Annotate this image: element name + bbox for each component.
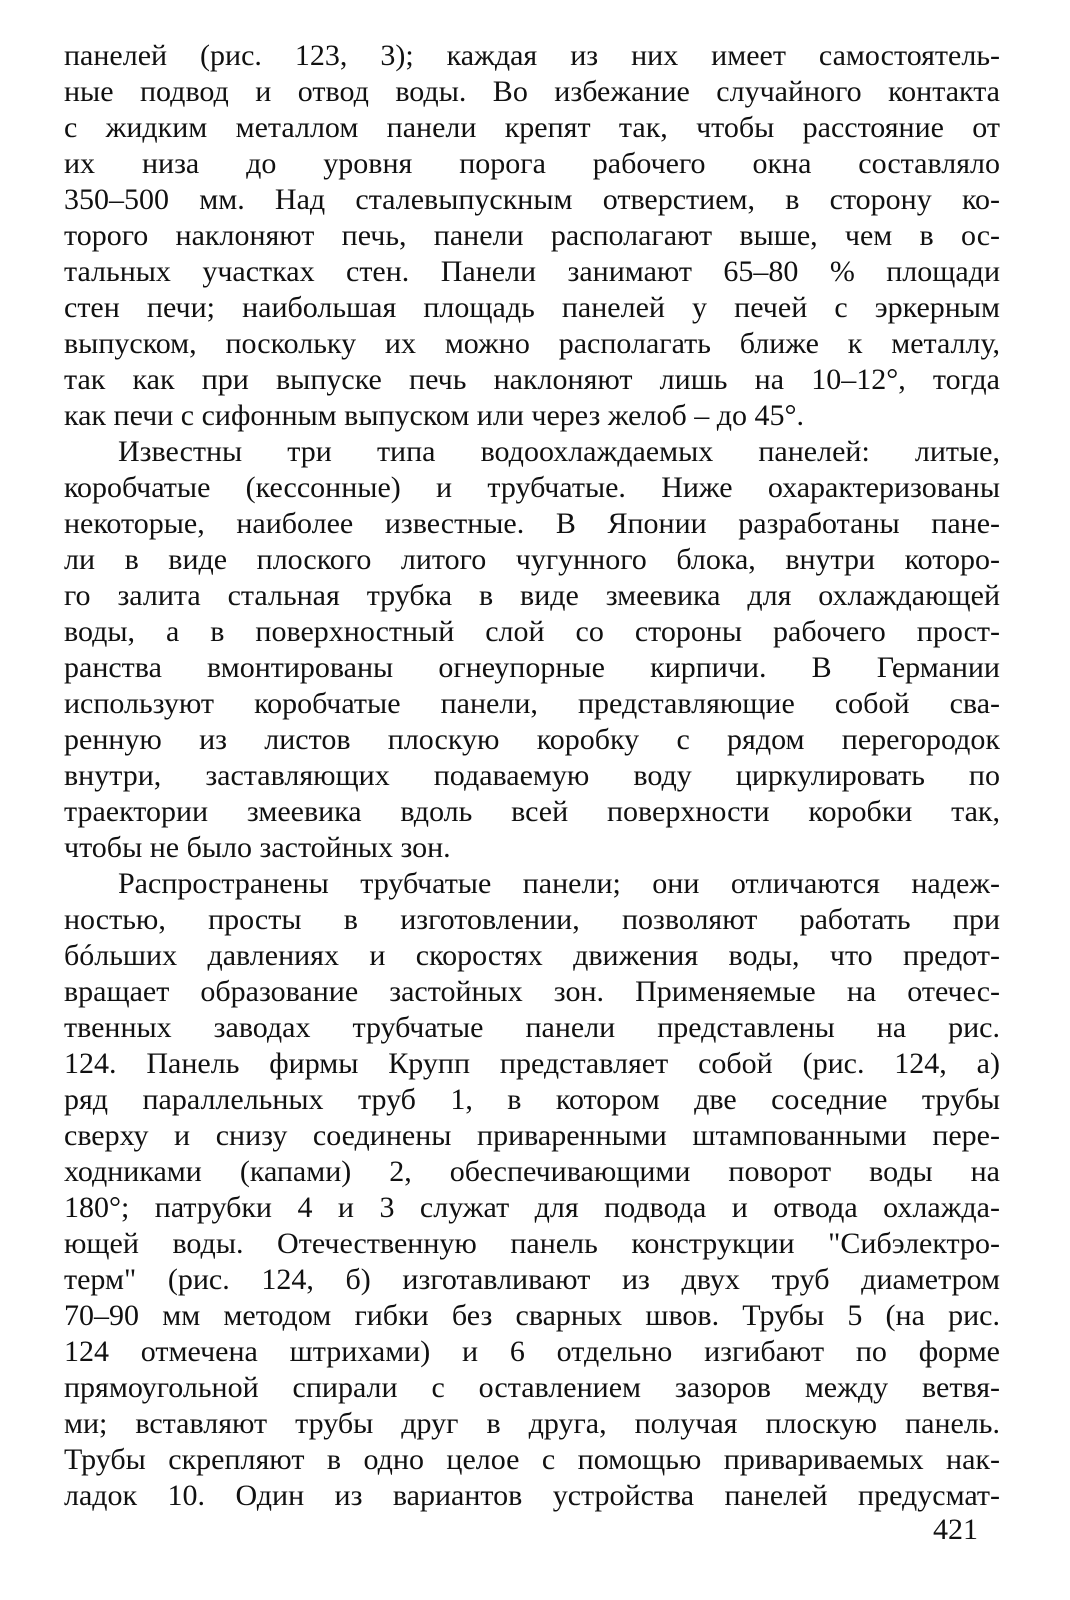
text-line: твенных заводах трубчатые панели представлены на рис. (64, 1011, 1000, 1044)
text-line: ные подвод и отвод воды. Во избежание случайного контакта (64, 75, 1000, 108)
text-line: коробчатые (кессонные) и трубчатые. Ниже охарактеризованы (64, 471, 1000, 504)
text-line: 70–90 мм методом гибки без сварных швов. Трубы 5 (на рис. (64, 1299, 1000, 1332)
paragraph-2 (64, 434, 1000, 866)
text-line: стен печи; наибольшая площадь панелей у печей с эркерным (64, 291, 1000, 324)
text-line: ладок 10. Один из вариантов устройства панелей предусмат- (64, 1479, 1000, 1512)
paragraph-1 (64, 38, 1000, 434)
text-line: тальных участках стен. Панели занимают 65–80 % площади (64, 255, 1000, 288)
text-line: 180°; патрубки 4 и 3 служат для подвода и отвода охлажда- (64, 1191, 1000, 1224)
text-line: с жидким металлом панели крепят так, чтобы расстояние от (64, 111, 1000, 144)
text-line: го залита стальная трубка в виде змеевика для охлаждающей (64, 579, 1000, 612)
text-line: выпуском, поскольку их можно располагать ближе к металлу, (64, 327, 1000, 360)
text-line: так как при выпуске печь наклоняют лишь на 10–12°, тогда (64, 363, 1000, 396)
text-line: 124. Панель фирмы Крупп представляет собой (рис. 124, а) (64, 1047, 1000, 1080)
text-line: некоторые, наиболее известные. В Японии разработаны пане- (64, 507, 1000, 540)
text-line: ряд параллельных труб 1, в котором две соседние трубы (64, 1083, 1000, 1116)
text-line: воды, а в поверхностный слой со стороны рабочего прост- (64, 615, 1000, 648)
text-line: сверху и снизу соединены приваренными штампованными пере- (64, 1119, 1000, 1152)
text-line: ностью, просты в изготовлении, позволяют работать при (64, 903, 1000, 936)
text-line: 350–500 мм. Над сталевыпускным отверстием, в сторону ко- (64, 183, 1000, 216)
text-line: ходниками (капами) 2, обеспечивающими поворот воды на (64, 1155, 1000, 1188)
text-line: внутри, заставляющих подаваемую воду циркулировать по (64, 759, 1000, 792)
text-line: ющей воды. Отечественную панель конструкции "Сибэлектро- (64, 1227, 1000, 1260)
text-line: ренную из листов плоскую коробку с рядом перегородок (64, 723, 1000, 756)
text-line: их низа до уровня порога рабочего окна составляло (64, 147, 1000, 180)
text-line: вращает образование застойных зон. Применяемые на отечес- (64, 975, 1000, 1008)
text-line: торого наклоняют печь, панели располагают выше, чем в ос- (64, 219, 1000, 252)
text-line: траектории змеевика вдоль всей поверхности коробки так, (64, 795, 1000, 828)
text-line: 124 отмечена штрихами) и 6 отдельно изгибают по форме (64, 1335, 1000, 1368)
text-line: прямоугольной спирали с оставлением зазоров между ветвя- (64, 1371, 1000, 1404)
text-line: ми; вставляют трубы друг в друга, получая плоскую панель. (64, 1407, 1000, 1440)
text-line: Распространены трубчатые панели; они отличаются надеж- (118, 867, 1000, 900)
text-line: как печи с сифонным выпуском или через желоб – до 45°. (64, 399, 804, 432)
text-line: Известны три типа водоохлаждаемых панелей: литые, (118, 435, 1000, 468)
text-line: бóльших давлениях и скоростях движения воды, что предот- (64, 939, 1000, 972)
paragraph-3 (64, 866, 1000, 1514)
page-number: 421 (933, 1513, 978, 1546)
text-line: ранства вмонтированы огнеупорные кирпичи. В Германии (64, 651, 1000, 684)
text-line: Трубы скрепляют в одно целое с помощью привариваемых нак- (64, 1443, 1000, 1476)
text-line: ли в виде плоского литого чугунного блока, внутри которо- (64, 543, 1000, 576)
text-line: используют коробчатые панели, представляющие собой сва- (64, 687, 1000, 720)
text-line: терм" (рис. 124, б) изготавливают из двух труб диаметром (64, 1263, 1000, 1296)
text-line: панелей (рис. 123, 3); каждая из них имеет самостоятель- (64, 39, 1000, 72)
text-line: чтобы не было застойных зон. (64, 831, 451, 864)
